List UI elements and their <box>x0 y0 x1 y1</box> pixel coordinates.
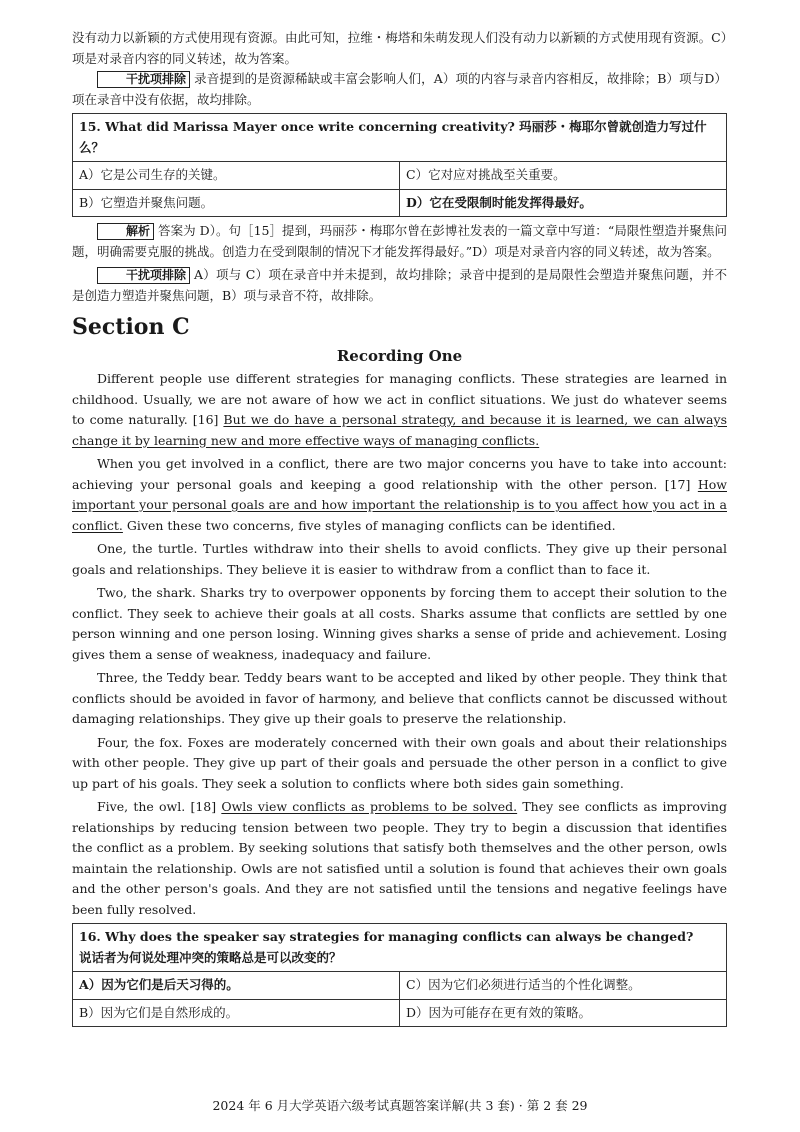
section-title: Section C <box>72 314 190 340</box>
paragraph-q14-distractor <box>72 69 727 110</box>
recording-paragraph-teddy-bear: Three, the Teddy bear. Teddy bears want to be accepted and liked by other people. They think that conflicts should be avoided in favor of harmony, and believe that conflicts cannot be discussed without damaging relationships. They give up their goals to preserve the relationship. <box>72 670 727 726</box>
recording-paragraph-2 <box>72 454 727 536</box>
q14-distractor-text: 录音提到的是资源稀缺或丰富会影响人们，A）项的内容与录音内容相反，故排除；B）项与D）项在录音中没有依据，故均排除。 <box>72 71 727 107</box>
q15-analysis-text: 答案为 D）。句［15］提到，玛丽莎・梅耶尔曾在彭博社发表的一篇文章中写道：“局限性塑造并聚焦问题，明确需要克服的挑战。创造力在受到限制的情况下才能发挥得最好。”D）项是对录音内容的同义转述，故为答案。 <box>72 223 727 259</box>
recording-paragraph-owl-text-end: They see conflicts as improving relationships by reducing tension between two people. They try to begin a discussion that identifies the conflict as a problem. By seeking solutions that satisfy both themselves and the other person, owls maintain the relationship. Owls are not satisfied until a solution is found that achieves their own goals and the other person's goals. And they are not satisfied until the tensions and negative feelings have been fully resolved. <box>72 799 727 917</box>
recording-paragraph-owl-text: Five, the owl. [18] <box>97 799 222 814</box>
question-15-option-b: B）它塑造并聚焦问题。 <box>73 189 400 217</box>
recording-paragraph-fox: Four, the fox. Foxes are moderately concerned with their own goals and about their relationships with other people. They give up part of their goals and persuade the other person in a conflict to give up part of his goals. They seek a solution to conflicts where both sides gain something. <box>72 734 727 791</box>
question-16-stem-zh: 说话者为何说处理冲突的策略总是可以改变的？ <box>79 949 342 965</box>
answer-sentence-17: How important your personal goals are and how important the relationship is to you affect how you act in a conflict. <box>72 476 727 533</box>
page-content <box>72 28 727 1031</box>
question-15-option-c: C）它对应对挑战至关重要。 <box>400 162 727 190</box>
q15-distractor-text: A）项与 C）项在录音中并未提到，故均排除；录音中提到的是局限性会塑造并聚焦问题，并不是创造力塑造并聚焦问题，B）项与录音不符，故排除。 <box>72 267 727 303</box>
recording-paragraph-2-text: When you get involved in a conflict, there are two major concerns you have to take into account: achieving your personal goals and keeping a good relationship with the other person. [17] <box>72 456 727 492</box>
answer-sentence-18: Owls view conflicts as problems to be solved. <box>221 799 518 814</box>
distractor-label: 干扰项排除 <box>97 267 190 284</box>
question-16-table <box>72 923 727 1027</box>
answer-sentence-16: But we do have a personal strategy, and because it is learned, we can always change it by learning new and more effective ways of managing conflicts. <box>72 412 727 448</box>
question-15-option-a: A）它是公司生存的关键。 <box>73 162 400 190</box>
recording-paragraph-turtle: One, the turtle. Turtles withdraw into their shells to avoid conflicts. They give up their personal goals and relationships. They believe it is easier to withdraw from a conflict than to face it. <box>72 541 727 577</box>
recording-paragraph-shark: Two, the shark. Sharks try to overpower opponents by forcing them to accept their solution to the conflict. They seek to achieve their goals at all costs. Sharks assume that conflicts are settled by one person winning and one person losing. Winning gives sharks a sense of pride and achievement. Losing gives them a sense of weakness, inadequacy and failure. <box>72 585 727 662</box>
recording-paragraph-1-text: Different people use different strategies for managing conflicts. These strategies are learned in childhood. Usually, we are not aware of how we act in conflict situations. We just do whatever seems to come naturally. [16] <box>72 371 727 427</box>
recording-paragraph-1 <box>72 369 727 451</box>
question-16-option-c: C）因为它们必须进行适当的个性化调整。 <box>400 972 727 1000</box>
question-16-option-a: A）因为它们是后天习得的。 <box>73 972 400 1000</box>
question-16-option-b: B）因为它们是自然形成的。 <box>73 999 400 1027</box>
question-15-table <box>72 113 727 217</box>
paragraph-q14-analysis-end: 没有动力以新颖的方式使用现有资源。由此可知，拉维・梅塔和朱萌发现人们没有动力以新颖的方式使用现有资源。C）项是对录音内容的同义转述，故为答案。 <box>72 30 727 66</box>
distractor-label: 干扰项排除 <box>97 71 190 88</box>
recording-paragraph-owl <box>72 797 727 920</box>
analysis-label: 解析 <box>97 223 154 240</box>
recording-title: Recording One <box>336 347 463 365</box>
question-15-stem: 15. What did Marissa Mayer once write concerning creativity? 玛丽莎・梅耶尔曾就创造力写过什么？ <box>73 114 727 162</box>
recording-paragraph-2-text-end: Given these two concerns, five styles of managing conflicts can be identified. <box>122 517 616 533</box>
paragraph-q15-distractor <box>72 265 727 306</box>
question-16-stem <box>73 924 727 972</box>
question-16-option-d: D）因为可能存在更有效的策略。 <box>400 999 727 1027</box>
question-15-option-d: D）它在受限制时能发挥得最好。 <box>400 189 727 217</box>
paragraph-q15-analysis <box>72 221 727 262</box>
page-footer: 2024 年 6 月大学英语六级考试真题答案详解(共 3 套) · 第 2 套 29 <box>212 1098 588 1113</box>
question-16-stem-en: 16. Why does the speaker say strategies for managing conflicts can always be changed? <box>79 929 694 944</box>
